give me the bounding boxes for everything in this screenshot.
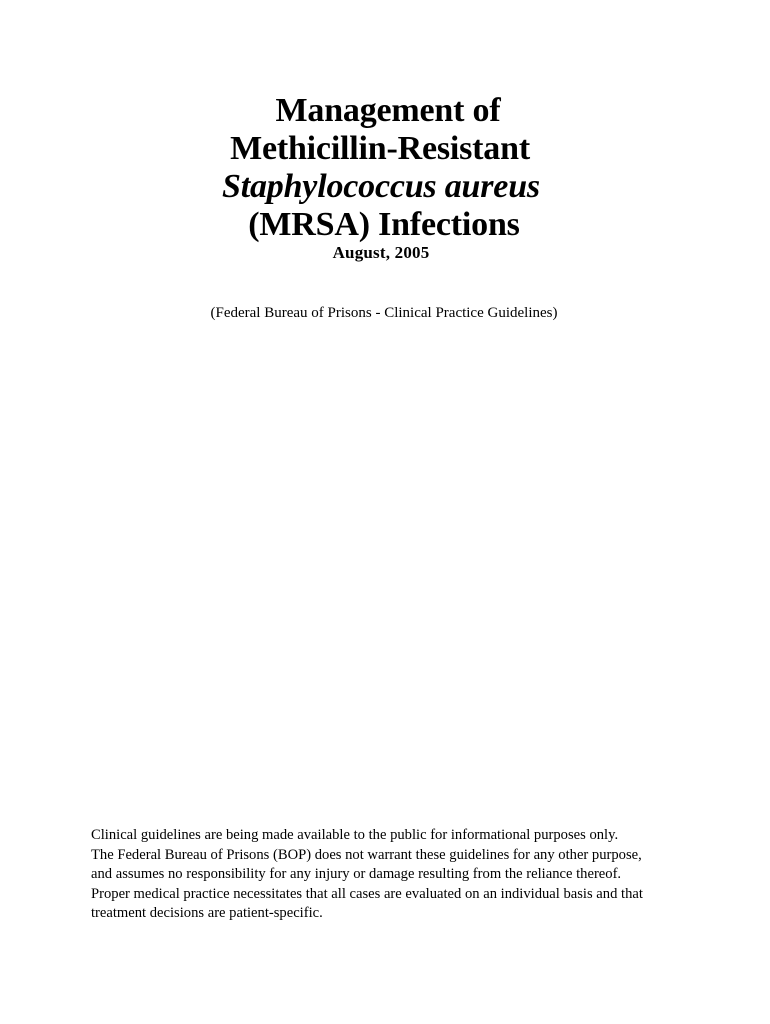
publication-date-row: [0, 243, 770, 263]
disclaimer-line: and assumes no responsibility for any injury or damage resulting from the reliance thereof.: [91, 866, 622, 882]
document-subtitle-row: [0, 305, 770, 322]
title-line-infections: (MRSA) Infections: [248, 206, 520, 243]
document-subtitle: (Federal Bureau of Prisons - Clinical Practice Guidelines): [210, 305, 558, 321]
disclaimer-line: The Federal Bureau of Prisons (BOP) does not warrant these guidelines for any other purpose,: [91, 846, 642, 863]
document-title: [0, 92, 770, 244]
title-line-organism: Staphylococcus aureus: [222, 168, 540, 205]
title-line-management: Management of: [275, 92, 501, 129]
title-line-methicillin: Methicillin-Resistant: [230, 130, 530, 167]
disclaimer-line: Clinical guidelines are being made available to the public for informational purposes only.: [91, 827, 619, 843]
disclaimer-line: treatment decisions are patient-specific.: [91, 905, 323, 921]
publication-date: August, 2005: [332, 243, 430, 262]
disclaimer-line: Proper medical practice necessitates that all cases are evaluated on an individual basis and that: [91, 885, 643, 902]
disclaimer-paragraph: [91, 826, 691, 924]
